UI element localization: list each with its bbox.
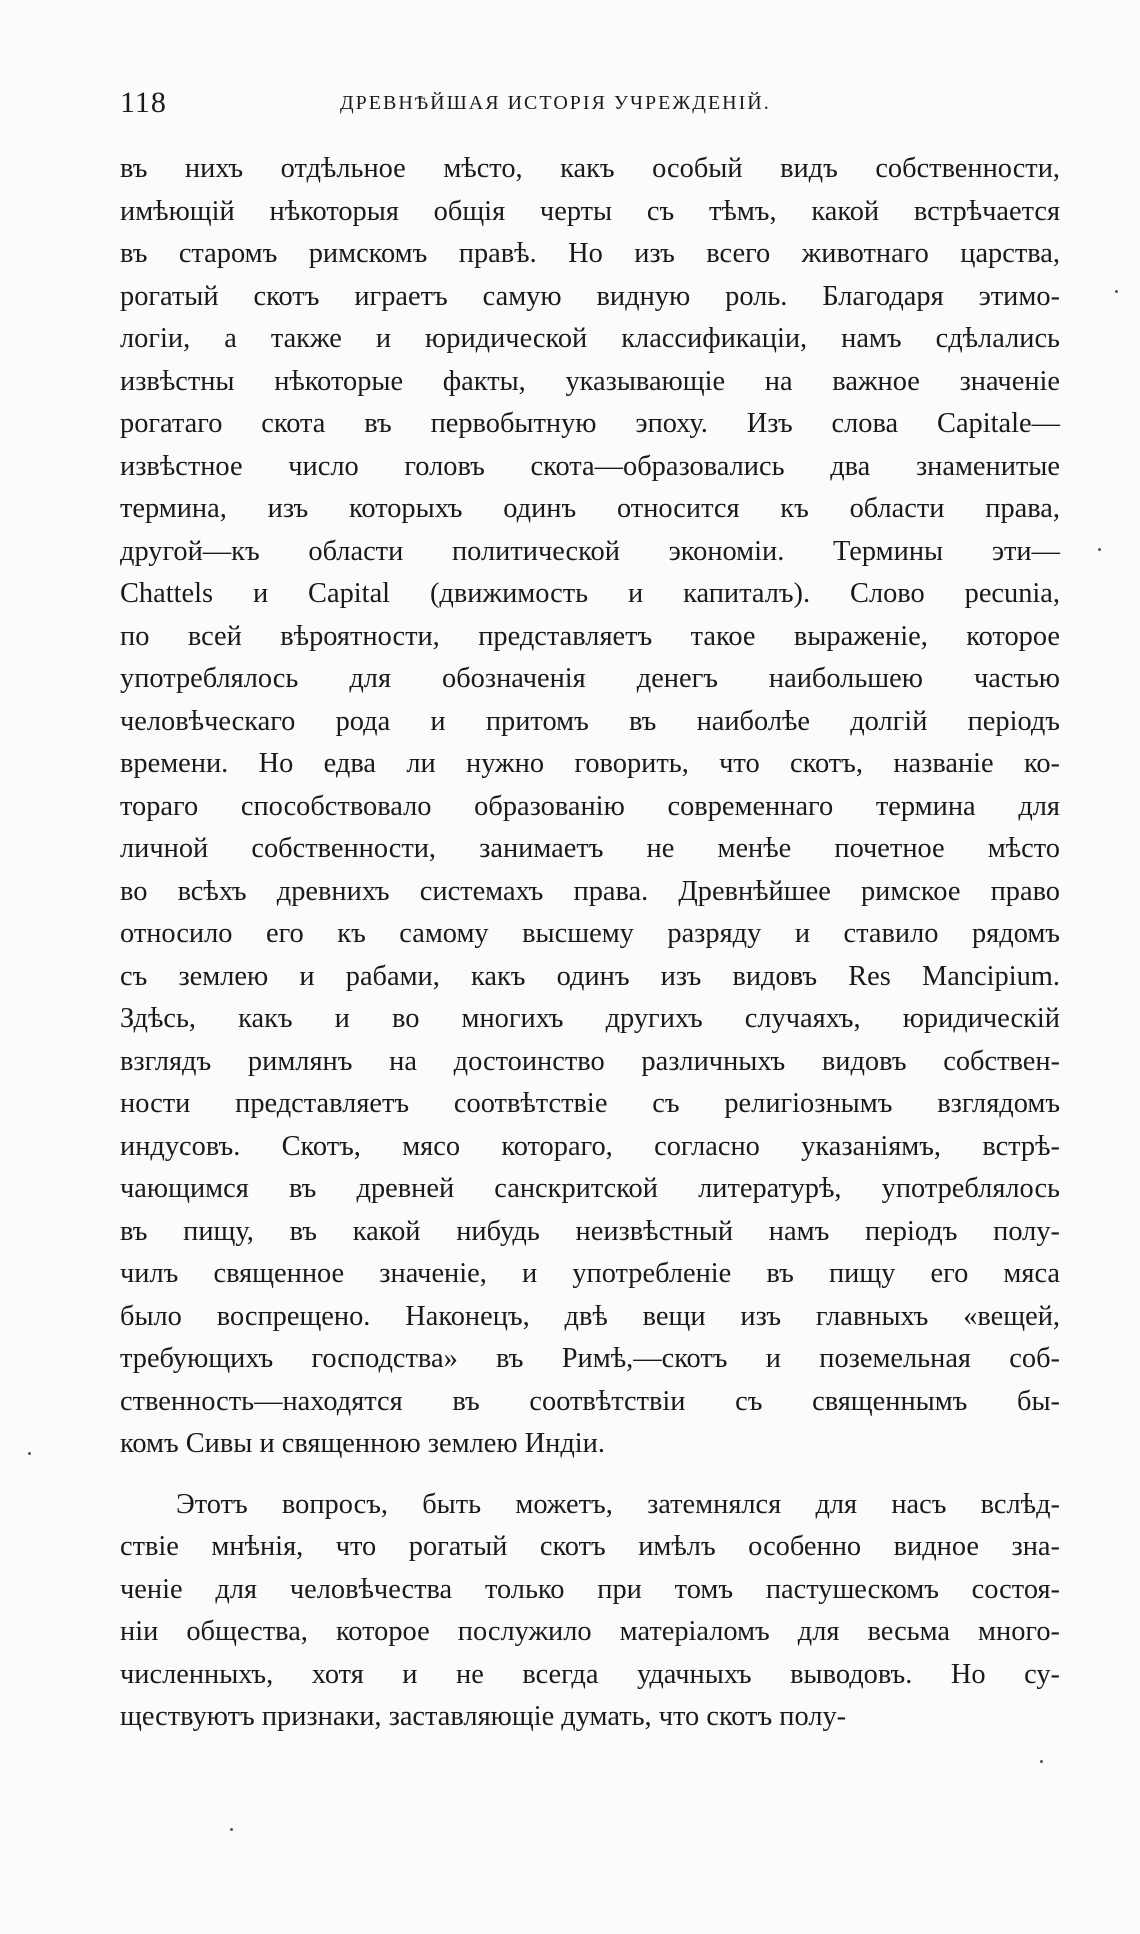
text-line: во всѣхъ древнихъ системахъ права. Древнѣйшее римское право [120, 875, 1060, 907]
body-text [120, 148, 1060, 1739]
text-line: времени. Но едва ли нужно говорить, что скотъ, названіе ко- [120, 748, 1060, 779]
text-line: ществуютъ признаки, заставляющіе думать, что скотъ полу- [120, 1701, 847, 1732]
text-line: взглядъ римлянъ на достоинство различныхъ видовъ собствен- [120, 1045, 1060, 1077]
text-line: было воспрещено. Наконецъ, двѣ вещи изъ главныхъ «вещей, [120, 1300, 1060, 1332]
text-line: извѣстное число головъ скота—образовались два знаменитые [120, 450, 1060, 482]
scan-speck [1040, 1760, 1043, 1763]
text-line: рогатаго скота въ первобытную эпоху. Изъ слова Capitale— [120, 408, 1060, 439]
text-line: относило его къ самому высшему разряду и ставило рядомъ [120, 918, 1060, 949]
text-line: термина, изъ которыхъ одинъ относится къ области права, [120, 493, 1060, 524]
text-line: съ землею и рабами, какъ одинъ изъ видовъ Res Mancipium. [120, 960, 1060, 992]
running-head: ДРЕВНѢЙШАЯ ИСТОРІЯ УЧРЕЖДЕНІЙ. [340, 92, 771, 114]
text-line: въ нихъ отдѣльное мѣсто, какъ особый видъ собственности, [120, 153, 1060, 184]
text-line: другой—къ области политической экономіи. Термины эти— [120, 535, 1060, 567]
text-line: ніи общества, которое послужило матеріаломъ для весьма много- [120, 1616, 1060, 1647]
text-line: употреблялось для обозначенія денегъ наибольшею частью [120, 663, 1060, 694]
paragraph-1 [120, 148, 1060, 1466]
text-line: въ пищу, въ какой нибудь неизвѣстный намъ періодъ полу- [120, 1215, 1060, 1247]
text-line: личной собственности, занимаетъ не менѣе почетное мѣсто [120, 833, 1060, 864]
text-line: чающимся въ древней санскритской литературѣ, употреблялось [120, 1173, 1060, 1204]
scan-speck [28, 1452, 31, 1455]
text-line: Этотъ вопросъ, быть можетъ, затемнялся для насъ вслѣд- [176, 1488, 1060, 1520]
text-line: человѣческаго рода и притомъ въ наиболѣе долгій періодъ [120, 705, 1060, 737]
text-line: логіи, а также и юридической классификаціи, намъ сдѣлались [120, 323, 1060, 354]
text-line: ственность—находятся въ соотвѣтствіи съ священнымъ бы- [120, 1385, 1060, 1417]
text-line: индусовъ. Скотъ, мясо котораго, согласно указаніямъ, встрѣ- [120, 1130, 1060, 1162]
text-line: Chattels и Capital (движимость и капиталъ). Слово pecunia, [120, 578, 1060, 609]
text-line: тораго способствовало образованію современнаго термина для [120, 790, 1060, 822]
scan-speck [1115, 290, 1118, 293]
text-line: ченіе для человѣчества только при томъ пастушескомъ состоя- [120, 1573, 1060, 1605]
text-line: численныхъ, хотя и не всегда удачныхъ выводовъ. Но су- [120, 1658, 1060, 1690]
paragraph-2 [120, 1484, 1060, 1739]
text-line: ности представляетъ соотвѣтствіе съ религіознымъ взглядомъ [120, 1088, 1060, 1119]
text-line: имѣющій нѣкоторыя общія черты съ тѣмъ, какой встрѣчается [120, 195, 1060, 227]
text-line: требующихъ господства» въ Римѣ,—скотъ и поземельная соб- [120, 1343, 1060, 1374]
text-line: извѣстны нѣкоторые факты, указывающіе на важное значеніе [120, 365, 1060, 397]
scan-speck [1098, 548, 1101, 551]
page-header [120, 86, 1060, 126]
text-line: комъ Сивы и священною землею Индіи. [120, 1428, 605, 1459]
page-number: 118 [120, 86, 167, 119]
text-line: рогатый скотъ играетъ самую видную роль. Благодаря этимо- [120, 280, 1060, 312]
text-line: Здѣсь, какъ и во многихъ другихъ случаяхъ, юридическій [120, 1003, 1060, 1034]
scan-speck [230, 1828, 233, 1831]
text-line: ствіе мнѣнія, что рогатый скотъ имѣлъ особенно видное зна- [120, 1531, 1060, 1562]
text-line: чилъ священное значеніе, и употребленіе въ пищу его мяса [120, 1258, 1060, 1289]
text-line: въ старомъ римскомъ правѣ. Но изъ всего животнаго царства, [120, 238, 1060, 269]
text-line: по всей вѣроятности, представляетъ такое выраженіе, которое [120, 620, 1060, 652]
